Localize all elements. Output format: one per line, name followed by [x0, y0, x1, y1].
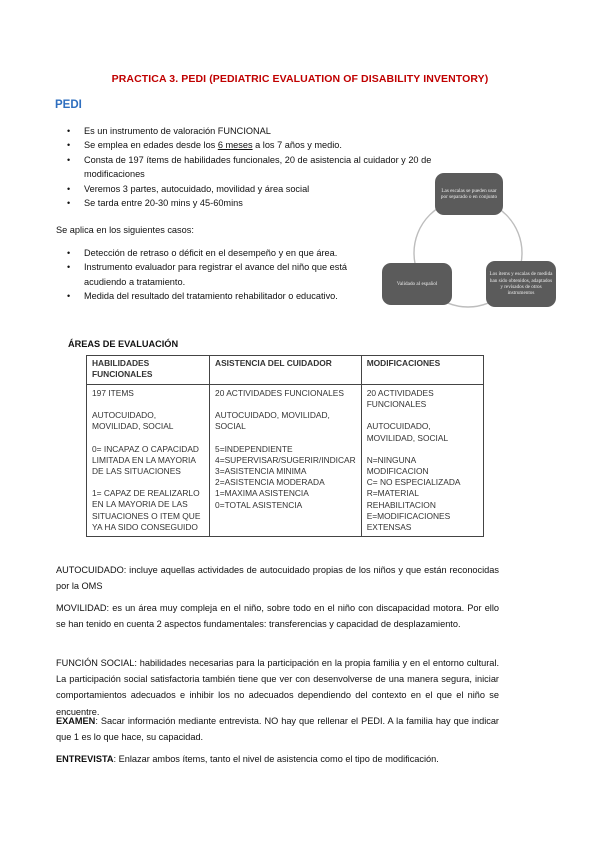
diagram-node-right: Los ítems y escalas de medida han sido obtenidos, adaptados y revisados de otros instrumentos: [486, 261, 556, 307]
list-item: • Medida del resultado del tratamiento rehabilitador o educativo.: [56, 289, 351, 303]
table-cell: 20 ACTIVIDADES FUNCIONALES AUTOCUIDADO, MOVILIDAD, SOCIAL N=NINGUNA MODIFICACION C= NO ESPECIALIZADA R=MATERIAL REHABILITACION E=MODIFICACIONES EXTENSAS: [361, 385, 483, 537]
table-header: HABILIDADES FUNCIONALES: [87, 356, 210, 385]
diagram-node-top: Las escalas se pueden usar por separado o en conjunto: [435, 173, 503, 215]
paragraph-funcion-social: FUNCIÓN SOCIAL: habilidades necesarias para la participación en la propia familia y en el entorno cultural. La participación social satisfactoria también tiene que ver con desenvolverse de una manera segura, iniciar comportamientos adecuados e inhibir los no adecuados dependiendo del contexto en el que el niño se encuentre.: [56, 658, 499, 717]
evaluation-table: [86, 355, 484, 537]
table-cell: 20 ACTIVIDADES FUNCIONALES AUTOCUIDADO, MOVILIDAD, SOCIAL 5=INDEPENDIENTE 4=SUPERVISAR/SUGERIR/INDICAR 3=ASISTENCIA MINIMA 2=ASISTENCIA MODERADA 1=MAXIMA ASISTENCIA 0=TOTAL ASISTENCIA: [210, 385, 362, 537]
paragraph-autocuidado: AUTOCUIDADO: incluye aquellas actividades de autocuidado propias de los niños y que están reconocidas por la OMS: [56, 565, 499, 592]
list-item: • Se emplea en edades desde los 6 meses a los 7 años y medio.: [56, 138, 481, 152]
cases-bullet-list: [56, 246, 351, 304]
section-heading-pedi: PEDI: [55, 99, 82, 111]
list-item: • Veremos 3 partes, autocuidado, movilidad y área social: [56, 182, 481, 196]
list-item: • Consta de 197 ítems de habilidades funcionales, 20 de asistencia al cuidador y 20 de modificaciones: [56, 153, 481, 182]
paragraph-examen: EXAMEN: Sacar información mediante entrevista. NO hay que rellenar el PEDI. A la familia hay que indicar que 1 es lo que hace, su capacidad.: [56, 716, 499, 743]
diagram-node-left: Validado al español: [382, 263, 452, 305]
areas-heading: ÁREAS DE EVALUACIÓN: [68, 339, 179, 349]
page-title: PRACTICA 3. PEDI (PEDIATRIC EVALUATION OF DISABILITY INVENTORY): [111, 73, 489, 85]
table-row: [87, 385, 484, 537]
cases-intro: Se aplica en los siguientes casos:: [56, 225, 194, 235]
paragraph-entrevista: ENTREVISTA: Enlazar ambos ítems, tanto el nivel de asistencia como el tipo de modificación.: [56, 754, 439, 764]
list-item: • Es un instrumento de valoración FUNCIONAL: [56, 124, 481, 138]
cycle-diagram: [382, 165, 554, 319]
list-item: • Detección de retraso o déficit en el desempeño y en que área.: [56, 246, 351, 260]
table-header: ASISTENCIA DEL CUIDADOR: [210, 356, 362, 385]
list-item: • Instrumento evaluador para registrar el avance del niño que está acudiendo a tratamiento.: [56, 260, 351, 289]
table-header-row: [87, 356, 484, 385]
paragraph-movilidad: MOVILIDAD: es un área muy compleja en el niño, sobre todo en el niño con discapacidad motora. Por ello se han tenido en cuenta 2 aspectos fundamentales: transferencias y capacidad de desplazamiento.: [56, 603, 499, 630]
table-cell: 197 ITEMS AUTOCUIDADO, MOVILIDAD, SOCIAL 0= INCAPAZ O CAPACIDAD LIMITADA EN LA MAYORIA DE LAS SITUACIONES 1= CAPAZ DE REALIZARLO EN LA MAYORIA DE LAS SITUACIONES O ITEM QUE YA HA SIDO CONSEGUIDO: [87, 385, 210, 537]
table-header: MODIFICACIONES: [361, 356, 483, 385]
list-item: • Se tarda entre 20-30 mins y 45-60mins: [56, 196, 481, 210]
